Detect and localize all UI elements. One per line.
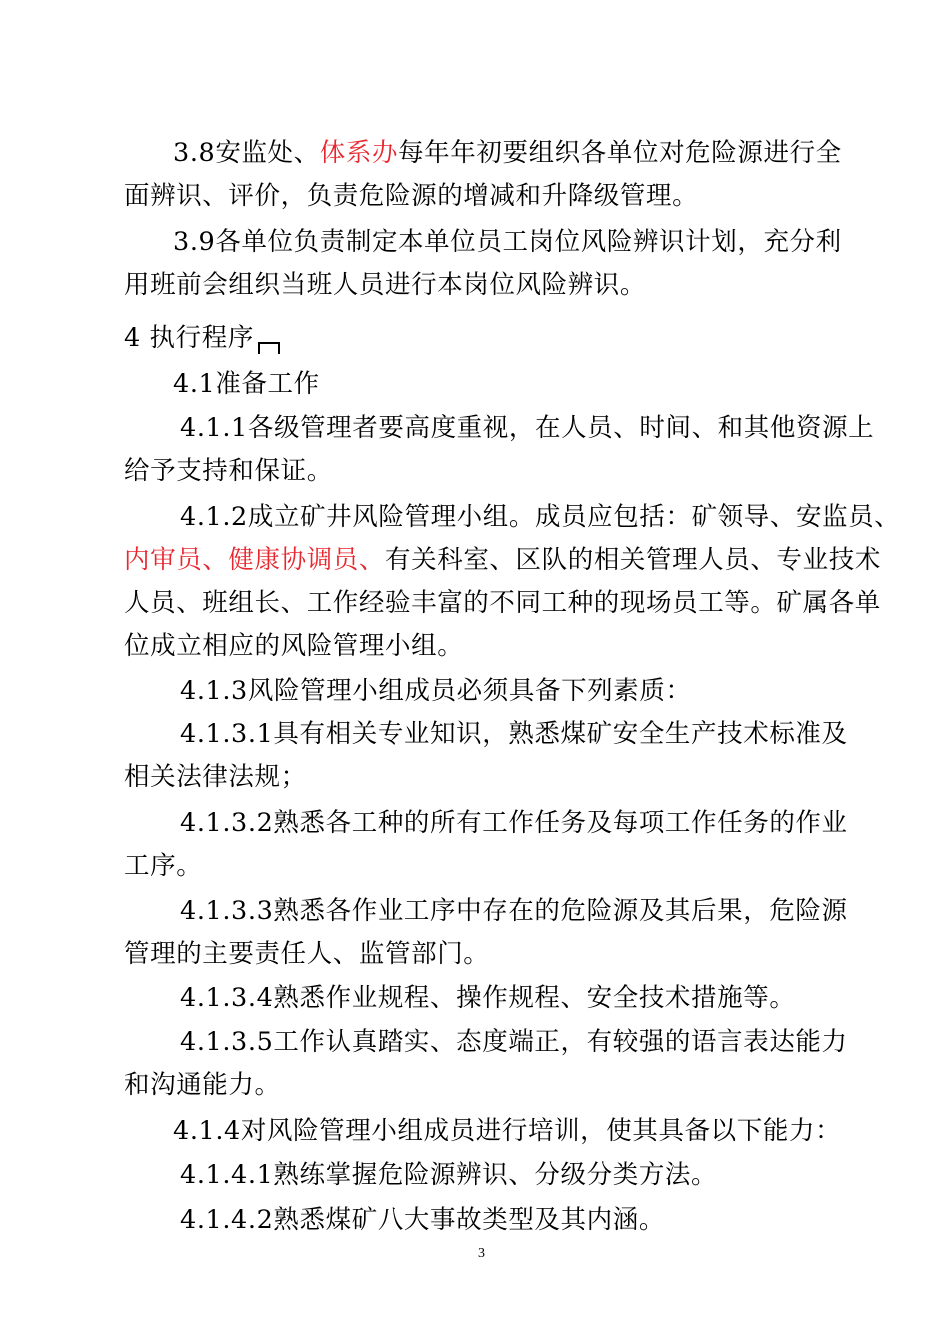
text-run: 4.1.3.4熟悉作业规程、操作规程、安全技术措施等。 (180, 983, 796, 1013)
text-run: 面辨识、评价，负责危险源的增减和升降级管理。 (124, 181, 699, 211)
text-run: 4.1.3.1具有相关专业知识，熟悉煤矿安全生产技术标准及 (180, 719, 848, 749)
text-run: 4.1.2成立矿井风险管理小组。成员应包括：矿领导、安监员、 (180, 502, 901, 532)
text-line (180, 1205, 665, 1235)
text-line (180, 983, 795, 1013)
text-run: 用班前会组织当班人员进行本岗位风险辨识。 (124, 270, 647, 300)
text-line (173, 138, 842, 168)
section-heading (124, 323, 280, 354)
text-line (180, 1160, 717, 1190)
bracket-mark-icon (258, 342, 280, 354)
text-run: 相关法律法规； (124, 762, 307, 792)
text-run: 位成立相应的风险管理小组。 (124, 631, 464, 661)
text-run: 工序。 (124, 851, 203, 881)
text-run: 4.1.4.2熟悉煤矿八大事故类型及其内涵。 (180, 1205, 665, 1235)
text-line (124, 588, 881, 618)
text-run: 4.1.4对风险管理小组成员进行培训，使其具备以下能力： (173, 1116, 842, 1146)
text-run: 管理的主要责任人、监管部门。 (124, 939, 490, 969)
text-line (180, 413, 874, 443)
text-run: 4.1准备工作 (173, 369, 320, 399)
subsection-heading (173, 369, 320, 399)
text-run: 4.1.1各级管理者要高度重视，在人员、时间、和其他资源上 (180, 413, 875, 443)
text-run: 4.1.3.2熟悉各工种的所有工作任务及每项工作任务的作业 (180, 808, 848, 838)
page-number: 3 (478, 1246, 485, 1261)
text-line (124, 270, 646, 300)
text-run: 4 执行程序 (124, 323, 254, 353)
text-line (124, 631, 463, 661)
text-line (173, 227, 842, 257)
text-run: 每年年初要组织各单位对危险源进行全 (398, 138, 842, 168)
text-line (180, 719, 848, 749)
text-line (124, 762, 307, 792)
text-line (124, 1070, 281, 1100)
text-run: 4.1.3.3熟悉各作业工序中存在的危险源及其后果，危险源 (180, 896, 848, 926)
text-run: 4.1.3.5工作认真踏实、态度端正，有较强的语言表达能力 (180, 1027, 848, 1057)
text-line (180, 896, 848, 926)
text-run: 和沟通能力。 (124, 1070, 281, 1100)
text-line (180, 676, 692, 706)
text-line (124, 181, 698, 211)
highlighted-text: 体系办 (319, 138, 399, 168)
text-line (124, 545, 881, 575)
text-line (124, 851, 202, 881)
text-line (180, 502, 900, 532)
text-run: 给予支持和保证。 (124, 456, 333, 486)
text-run: 3.9各单位负责制定本单位员工岗位风险辨识计划，充分利 (173, 227, 842, 257)
text-line (173, 1116, 841, 1146)
text-run: 3.8安监处、 (173, 138, 320, 168)
text-run: 有关科室、区队的相关管理人员、专业技术 (385, 545, 881, 575)
text-line (124, 939, 489, 969)
text-run: 4.1.3风险管理小组成员必须具备下列素质： (180, 676, 692, 706)
text-run: 人员、班组长、工作经验丰富的不同工种的现场员工等。矿属各单 (124, 588, 881, 618)
text-line (180, 808, 848, 838)
highlighted-text: 内审员、健康协调员、 (124, 545, 386, 575)
text-line (180, 1027, 848, 1057)
text-line (124, 456, 333, 486)
text-run: 4.1.4.1熟练掌握危险源辨识、分级分类方法。 (180, 1160, 718, 1190)
